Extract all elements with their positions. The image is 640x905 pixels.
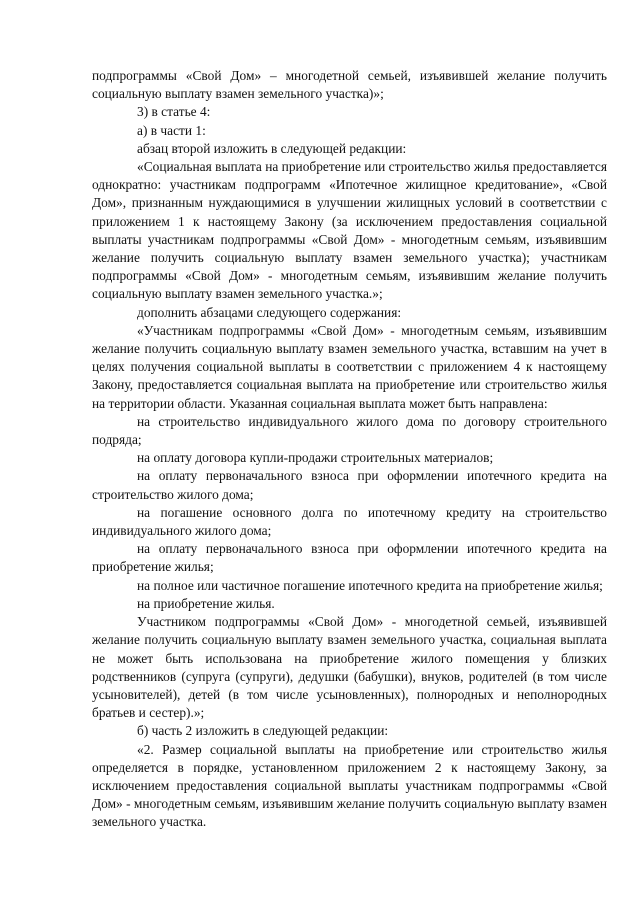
paragraph-7: «Участникам подпрограммы «Свой Дом» - многодетным семьям, изъявившим желание получить социальную выплату взамен земельного участка, вставшим на учет в целях получения социальной выплаты в соответствии с приложением 4 к настоящему Закону, предоставляется социальная выплата на приобретение или строительство жилья на территории области. Указанная социальная выплата может быть направлена: — [92, 322, 607, 411]
paragraph-6: дополнить абзацами следующего содержания: — [137, 304, 402, 320]
paragraph-13: на полное или частичное погашение ипотечного кредита на приобретение жилья; — [137, 577, 603, 593]
paragraph-10: на оплату первоначального взноса при оформлении ипотечного кредита на строительство жилого дома; — [92, 468, 607, 502]
paragraph-5: «Социальная выплата на приобретение или строительство жилья предоставляется однократно: участникам подпрограмм «Ипотечное жилищное кредитование», «Свой Дом», признанным нуждающимися в улучшении жилищных условий в соответствии с приложением 1 к настоящему Закону (за исключением предоставления социальной выплаты участникам подпрограммы «Свой Дом» - многодетным семьям, изъявившим желание получить социальную выплату взамен земельного участка); участникам подпрограммы «Свой Дом» - многодетным семьям, изъявившим желание получить социальную выплату взамен земельного участка.»; — [92, 159, 607, 302]
paragraph-8: на строительство индивидуального жилого дома по договору строительного подряда; — [92, 413, 607, 448]
paragraph-11: на погашение основного долга по ипотечному кредиту на строительство индивидуального жилого дома; — [92, 504, 607, 539]
paragraph-17: «2. Размер социальной выплаты на приобретение или строительство жилья определяется в порядке, установленном приложением 2 к настоящему Закону, за исключением предоставления социальной выплаты участникам подпрограммы «Свой Дом» - многодетным семьям, изъявившим желание получить социальную выплату взамен земельного участка. — [92, 741, 607, 830]
paragraph-3: а) в части 1: — [137, 122, 206, 138]
paragraph-9: на оплату договора купли-продажи строительных материалов; — [137, 450, 494, 466]
paragraph-12: на оплату первоначального взноса при оформлении ипотечного кредита на приобретение жилья; — [92, 541, 607, 575]
paragraph-16: б) часть 2 изложить в следующей редакции: — [137, 723, 389, 739]
document-page — [92, 67, 607, 832]
paragraph-4: абзац второй изложить в следующей редакции: — [137, 140, 407, 156]
paragraph-1: подпрограммы «Свой Дом» – многодетной семьей, изъявившей желание получить социальную выплату взамен земельного участка)»; — [92, 68, 607, 102]
paragraph-14: на приобретение жилья. — [137, 595, 275, 611]
paragraph-2: 3) в статье 4: — [137, 104, 211, 120]
paragraph-15: Участником подпрограммы «Свой Дом» - многодетной семьей, изъявившей желание получить социальную выплату взамен земельного участка, социальная выплата не может быть использована на приобретение жилого помещения у близких родственников (супруга (супруги), дедушки (бабушки), внуков, родителей (в том числе усыновителей), детей (в том числе усыновленных), полнородных и неполнородных братьев и сестер).»; — [92, 614, 607, 721]
